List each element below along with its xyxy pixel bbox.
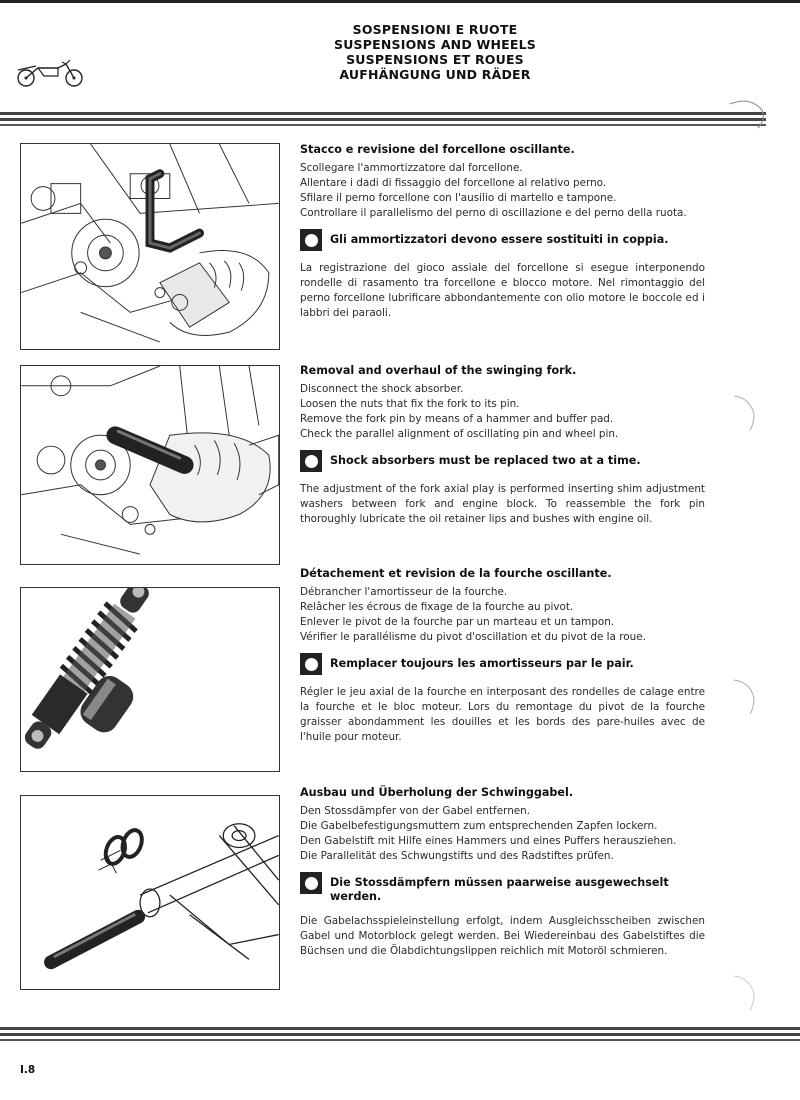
- step-line: Débrancher l'amortisseur de la fourche.: [300, 586, 508, 598]
- step-line: Die Parallelität des Schwungstifts und des Radstiftes prüfen.: [300, 850, 614, 862]
- step-line: Loosen the nuts that fix the fork to its pin.: [300, 398, 520, 410]
- motorcycle-icon: [14, 58, 86, 88]
- warning-text: Die Stossdämpfern müssen paarweise ausgewechselt werden.: [330, 876, 669, 903]
- warning-icon: [300, 450, 322, 472]
- margin-mark: [732, 392, 762, 432]
- section-english: [300, 364, 705, 527]
- title-german: AUFHÄNGUNG UND RÄDER: [339, 67, 531, 82]
- warning-icon: [300, 872, 322, 894]
- step-line: Den Stossdämpfer von der Gabel entfernen.: [300, 805, 531, 817]
- note-paragraph: La registrazione del gioco assiale del forcellone si esegue interponendo rondelle di rasamento tra forcellone e blocco motore. Nel rimontaggio del perno forcellone lubrificare abbondantemente con olio motore le boccole ed i labbri dei paraoli.: [300, 262, 705, 319]
- warning-text: Gli ammortizzatori devono essere sostituiti in coppia.: [330, 233, 669, 246]
- figure-fork-pin-removal: [20, 365, 280, 565]
- section-french: [300, 567, 705, 745]
- step-line: Scollegare l'ammortizzatore dal forcellone.: [300, 162, 523, 174]
- margin-mark: [732, 676, 762, 716]
- corner-mark: [728, 98, 768, 132]
- warning-icon: [300, 229, 322, 251]
- section-title: Ausbau und Überholung der Schwinggabel.: [300, 786, 574, 799]
- step-line: Disconnect the shock absorber.: [300, 383, 464, 395]
- page-number: I.8: [20, 1064, 36, 1076]
- title-english: SUSPENSIONS AND WHEELS: [334, 37, 536, 52]
- step-line: Die Gabelbefestigungsmuttern zum entsprechenden Zapfen lockern.: [300, 820, 658, 832]
- step-line: Check the parallel alignment of oscillating pin and wheel pin.: [300, 428, 619, 440]
- section-italian: [300, 143, 705, 321]
- step-line: Relâcher les écrous de fixage de la fourche au pivot.: [300, 601, 574, 613]
- warning-icon: [300, 653, 322, 675]
- warning-notice: [300, 872, 705, 904]
- section-german: [300, 786, 705, 959]
- step-line: Enlever le pivot de la fourche par un marteau et un tampon.: [300, 616, 615, 628]
- footer-stripes: [0, 1027, 800, 1044]
- warning-notice: [300, 229, 705, 251]
- step-line: Sfilare il perno forcellone con l'ausilio di martello e tampone.: [300, 192, 617, 204]
- figure-shock-absorber: [20, 587, 280, 772]
- note-paragraph: The adjustment of the fork axial play is performed inserting shim adjustment washers between fork and engine block. To reassemble the fork pin thoroughly lubricate the oil retainer lips and bushes with engine oil.: [300, 483, 705, 525]
- warning-notice: [300, 653, 705, 675]
- warning-text: Remplacer toujours les amortisseurs par le pair.: [330, 657, 634, 670]
- section-title: Détachement et revision de la fourche oscillante.: [300, 567, 612, 580]
- step-line: Den Gabelstift mit Hilfe eines Hammers und eines Puffers herausziehen.: [300, 835, 677, 847]
- top-rule: [0, 0, 800, 3]
- step-line: Controllare il parallelismo del perno di oscillazione e del perno della ruota.: [300, 207, 687, 219]
- section-title: Removal and overhaul of the swinging fork.: [300, 364, 577, 377]
- note-paragraph: Die Gabelachsspieleinstellung erfolgt, indem Ausgleichsscheiben zwischen Gabel und Motorblock gelegt werden. Bei Wiedereinbau des Gabelstiftes die Büchsen und die Ölabdichtungslippen reichlich mit Motoröl schmieren.: [300, 915, 705, 957]
- warning-text: Shock absorbers must be replaced two at a time.: [330, 454, 641, 467]
- figure-swinging-fork-exploded: [20, 795, 280, 990]
- title-french: SUSPENSIONS ET ROUES: [346, 52, 524, 67]
- figure-fork-nut-loosening: [20, 143, 280, 350]
- section-title: Stacco e revisione del forcellone oscillante.: [300, 143, 575, 156]
- step-line: Allentare i dadi di fissaggio del forcellone al relativo perno.: [300, 177, 607, 189]
- page-header: [0, 22, 800, 82]
- step-line: Vérifier le parallélisme du pivot d'oscillation et du pivot de la roue.: [300, 631, 646, 643]
- step-line: Remove the fork pin by means of a hammer and buffer pad.: [300, 413, 614, 425]
- note-paragraph: Régler le jeu axial de la fourche en interposant des rondelles de calage entre la fourche et le bloc moteur. Lors du remontage du pivot de la fourche graisser abondamment les douilles et les bords des pare-huiles avec de l'huile pour moteur.: [300, 686, 705, 743]
- margin-mark: [732, 972, 762, 1012]
- header-stripes: [0, 112, 766, 129]
- warning-notice: [300, 450, 705, 472]
- title-italian: SOSPENSIONI E RUOTE: [352, 22, 518, 37]
